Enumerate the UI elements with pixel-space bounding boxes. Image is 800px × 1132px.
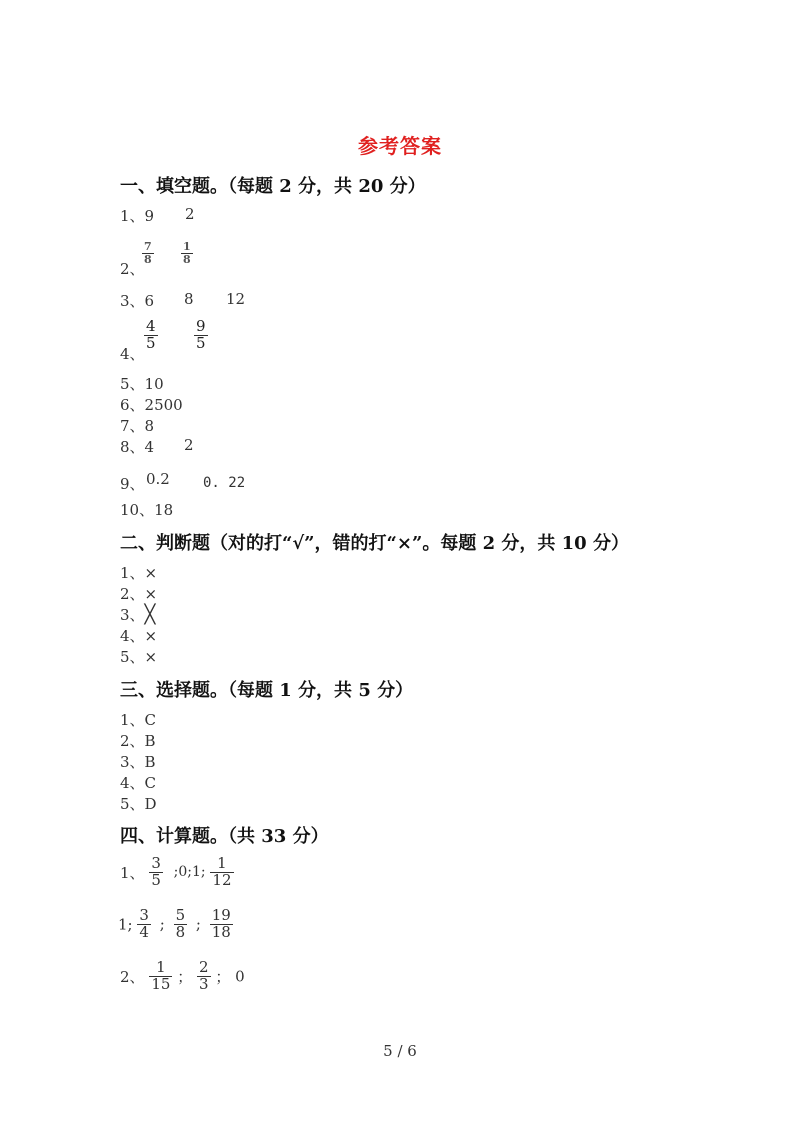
fill-q8-b: 2 — [184, 436, 194, 454]
choice-item: 1、C — [120, 711, 157, 729]
fill-q3-c: 12 — [226, 290, 246, 308]
fill-q8: 8、4 — [120, 438, 155, 456]
calc-row-3: 2、 $\frac{1}{15}$ ； $\frac{2}{3}$ ； 0 — [120, 958, 245, 993]
calc-r3-fraction-1: $\frac{1}{15}$ — [151, 958, 171, 993]
judge-item: 5、× — [120, 648, 158, 666]
fill-q2-label: 2、 — [120, 260, 145, 278]
fill-q9-b: 0. 22 — [203, 475, 246, 491]
section-heading-choice: 三、选择题。（每题 1 分，共 5 分） — [120, 680, 414, 701]
calc-r1-fraction-2: $\frac{1}{12}$ — [212, 854, 232, 889]
calc-r3-fraction-2: $\frac{2}{3}$ — [199, 958, 209, 993]
section-heading-fill: 一、填空题。（每题 2 分，共 20 分） — [120, 176, 426, 197]
page-number: 5 / 6 — [383, 1042, 417, 1060]
fill-q3: 3、6 — [120, 292, 155, 310]
calc-row-1: 1、 $\frac{3}{5}$ ;0;1; $\frac{1}{12}$ — [120, 854, 232, 889]
fill-q3-b: 8 — [184, 290, 194, 308]
fill-q4-label: 4、 — [120, 345, 145, 363]
choice-item: 5、D — [120, 795, 157, 813]
calc-row-2: 1; $\frac{3}{4}$ ; $\frac{5}{8}$ ; $\frac{19}{18}$ — [118, 906, 231, 941]
judge-item: 4、× — [120, 627, 158, 645]
section-heading-calc: 四、计算题。（共 33 分） — [120, 826, 329, 847]
section-heading-judge: 二、判断题（对的打“√”，错的打“×”。每题 2 分，共 10 分） — [120, 533, 629, 554]
fill-q2-fraction-1: $\frac{7}{8}$ — [144, 240, 152, 266]
fill-q2-fraction-2: $\frac{1}{8}$ — [183, 240, 191, 266]
fill-q1-b: 2 — [185, 205, 195, 223]
judge-item: 1、× — [120, 564, 158, 582]
page-title: 参考答案 — [358, 134, 442, 158]
fill-q6: 6、2500 — [120, 396, 183, 414]
choice-item: 2、B — [120, 732, 156, 750]
fill-q4-fraction-2: $\frac{9}{5}$ — [196, 317, 206, 352]
calc-r2-fraction-1: $\frac{3}{4}$ — [139, 906, 149, 941]
fill-q1: 1、9 — [120, 207, 155, 225]
choice-item: 3、B — [120, 753, 156, 771]
calc-r2-fraction-2: $\frac{5}{8}$ — [175, 906, 186, 941]
fill-q7: 7、8 — [120, 417, 155, 435]
choice-item: 4、C — [120, 774, 157, 792]
judge-item: 2、× — [120, 585, 158, 603]
fill-q9-label: 9、 — [120, 475, 145, 493]
calc-r1-fraction-1: $\frac{3}{5}$ — [151, 854, 161, 889]
fill-q4-fraction-1: $\frac{4}{5}$ — [146, 317, 156, 352]
calc-r2-fraction-3: $\frac{19}{18}$ — [211, 906, 231, 941]
fill-q5: 5、10 — [120, 375, 164, 393]
judge-item: 3、╳ — [120, 604, 156, 625]
fill-q10: 10、18 — [120, 501, 174, 519]
fill-q9-a: 0.2 — [146, 470, 170, 488]
